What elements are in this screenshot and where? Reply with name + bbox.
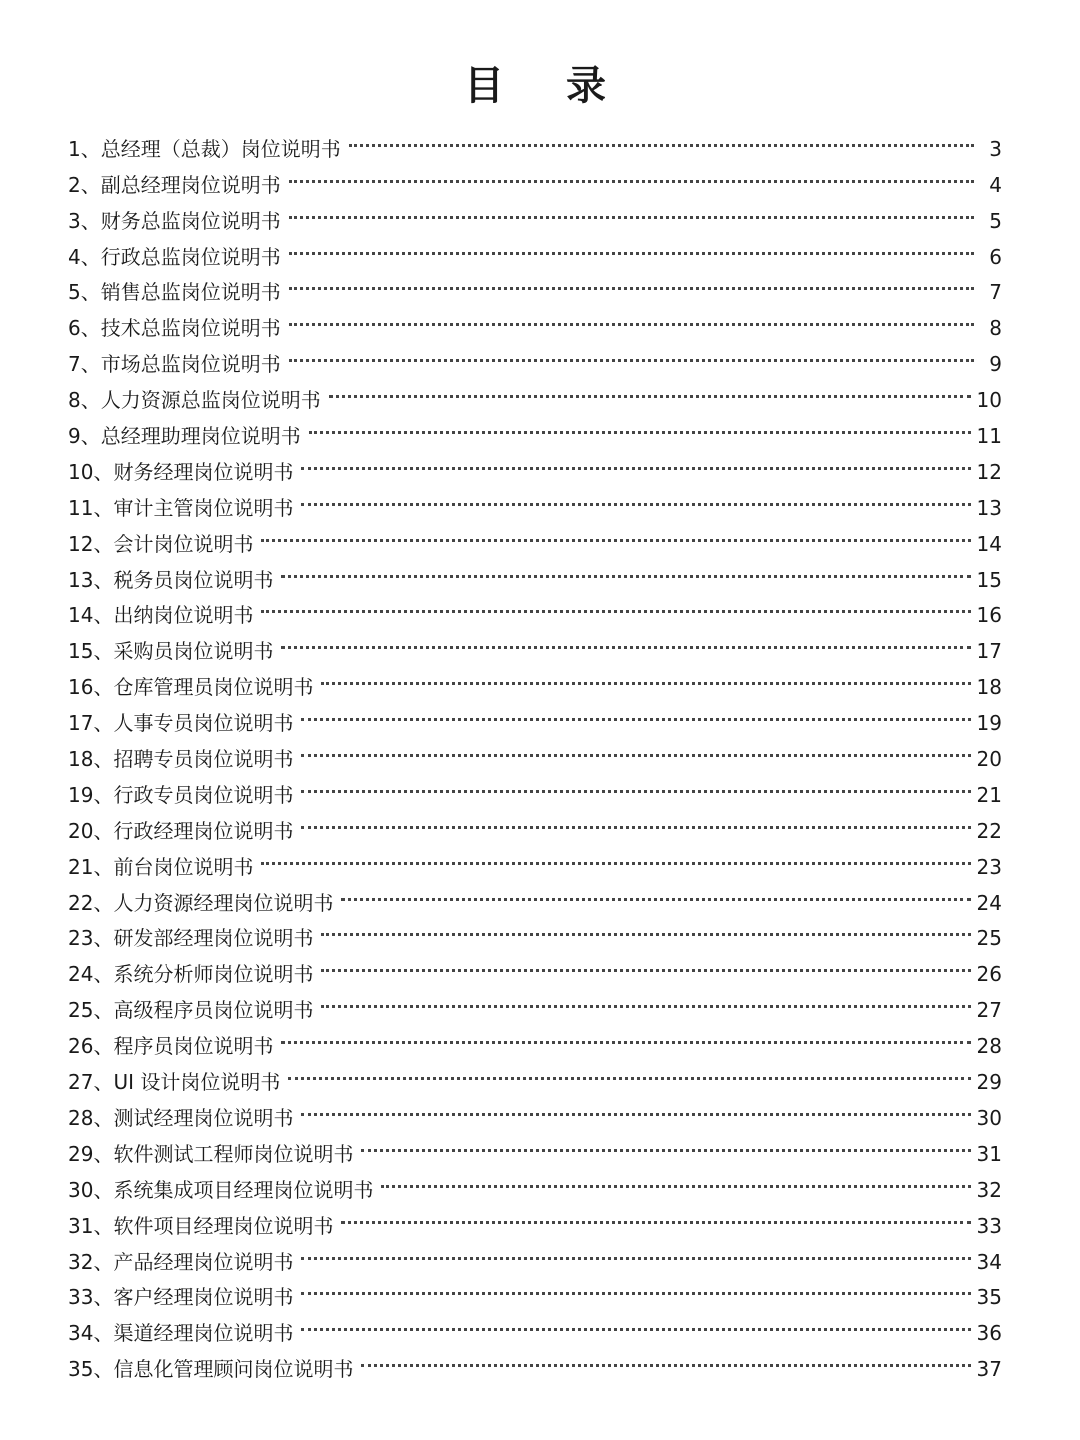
- toc-dot-leader: [301, 443, 970, 479]
- toc-dot-leader: [301, 730, 970, 766]
- toc-dot-leader: [301, 766, 970, 802]
- toc-entry-number: 33、: [68, 1285, 114, 1310]
- toc-entry-page-number: 23: [976, 854, 1002, 879]
- toc-entry-title: 副总经理岗位说明书: [100, 172, 281, 197]
- toc-entry-title: 系统分析师岗位说明书: [113, 962, 314, 987]
- toc-entry-page-number: 7: [989, 280, 1002, 305]
- toc-entry-page-number: 9: [989, 352, 1002, 377]
- toc-dot-leader: [289, 192, 974, 228]
- toc-entry-title: 人力资源经理岗位说明书: [113, 890, 334, 915]
- toc-dot-leader: [321, 658, 970, 694]
- toc-entry-number: 27、: [68, 1070, 114, 1095]
- toc-entry-page-number: 20: [976, 747, 1002, 772]
- toc-entry-title: 招聘专员岗位说明书: [113, 747, 294, 772]
- toc-dot-leader: [309, 407, 971, 443]
- toc-dot-leader: [329, 371, 971, 407]
- toc-entry-title: 软件测试工程师岗位说明书: [113, 1141, 354, 1166]
- toc-entry-number: 23、: [68, 926, 114, 951]
- toc-entry-number: 9、: [68, 424, 101, 449]
- toc-entry-number: 1、: [68, 136, 101, 161]
- toc-entry-number: 31、: [68, 1213, 114, 1238]
- toc-dot-leader: [289, 335, 974, 371]
- toc-dot-leader: [288, 1053, 970, 1089]
- toc-entry-page-number: 11: [976, 424, 1002, 449]
- toc-entry-number: 15、: [68, 639, 114, 664]
- toc-entry-page-number: 31: [976, 1141, 1002, 1166]
- toc-entry-number: 12、: [68, 531, 114, 556]
- toc-entry-page-number: 19: [976, 711, 1002, 736]
- toc-dot-leader: [341, 1197, 970, 1233]
- toc-entry-title: 客户经理岗位说明书: [113, 1285, 294, 1310]
- toc-entry-page-number: 13: [976, 495, 1002, 520]
- toc-entry-page-number: 14: [976, 531, 1002, 556]
- toc-entry-number: 32、: [68, 1249, 114, 1274]
- toc-entry-title: 研发部经理岗位说明书: [113, 926, 314, 951]
- toc-dot-leader: [281, 622, 970, 658]
- toc-entry-number: 34、: [68, 1321, 114, 1346]
- toc-entry-title: 会计岗位说明书: [113, 531, 254, 556]
- toc-entry-title: 采购员岗位说明书: [113, 639, 274, 664]
- toc-dot-leader: [349, 120, 974, 156]
- toc-dot-leader: [281, 1017, 970, 1053]
- toc-dot-leader: [261, 587, 970, 623]
- toc-entry-number: 16、: [68, 675, 114, 700]
- toc-entry-title: 审计主管岗位说明书: [113, 495, 294, 520]
- toc-entry-page-number: 35: [976, 1285, 1002, 1310]
- toc-dot-leader: [289, 156, 974, 192]
- toc-dot-leader: [361, 1340, 970, 1376]
- toc-entry-page-number: 17: [976, 639, 1002, 664]
- toc-entry-title: 渠道经理岗位说明书: [113, 1321, 294, 1346]
- toc-entry-page-number: 27: [976, 998, 1002, 1023]
- toc-entry-title: 软件项目经理岗位说明书: [113, 1213, 334, 1238]
- toc-entry-number: 6、: [68, 316, 101, 341]
- toc-dot-leader: [301, 802, 970, 838]
- toc-entry-title: 行政专员岗位说明书: [113, 782, 294, 807]
- toc-entry-page-number: 26: [976, 962, 1002, 987]
- toc-entry-number: 13、: [68, 567, 114, 592]
- toc-entry-number: 10、: [68, 459, 114, 484]
- toc-entry-title: 税务员岗位说明书: [113, 567, 274, 592]
- toc-entry-page-number: 15: [976, 567, 1002, 592]
- toc-entry-number: 3、: [68, 208, 101, 233]
- toc-entry-number: 30、: [68, 1177, 114, 1202]
- toc-entry-title: 行政总监岗位说明书: [100, 244, 281, 269]
- toc-dot-leader: [321, 981, 970, 1017]
- toc-entry-number: 35、: [68, 1357, 114, 1382]
- toc-dot-leader: [289, 299, 974, 335]
- toc-dot-leader: [261, 515, 970, 551]
- toc-dot-leader: [361, 1125, 970, 1161]
- toc-dot-leader: [301, 694, 970, 730]
- toc-entry-page-number: 3: [989, 136, 1002, 161]
- toc-dot-leader: [301, 1269, 970, 1305]
- table-of-contents: [68, 120, 1002, 1382]
- toc-entry-page-number: 6: [989, 244, 1002, 269]
- toc-dot-leader: [341, 874, 970, 910]
- toc-entry-page-number: 4: [989, 172, 1002, 197]
- toc-entry-page-number: 34: [976, 1249, 1002, 1274]
- toc-dot-leader: [301, 1089, 970, 1125]
- toc-entry-number: 8、: [68, 388, 101, 413]
- toc-entry[interactable]: [68, 120, 1002, 161]
- toc-entry-page-number: 30: [976, 1105, 1002, 1130]
- toc-entry-page-number: 8: [989, 316, 1002, 341]
- toc-dot-leader: [289, 264, 974, 300]
- toc-entry-number: 7、: [68, 352, 101, 377]
- toc-dot-leader: [321, 910, 970, 946]
- toc-entry-number: 20、: [68, 818, 114, 843]
- toc-entry-title: 仓库管理员岗位说明书: [113, 675, 314, 700]
- toc-entry-title: 技术总监岗位说明书: [100, 316, 281, 341]
- toc-entry-title: 测试经理岗位说明书: [113, 1105, 294, 1130]
- toc-dot-leader: [261, 838, 970, 874]
- toc-entry-title: 出纳岗位说明书: [113, 603, 254, 628]
- toc-entry-title: 财务总监岗位说明书: [100, 208, 281, 233]
- toc-dot-leader: [301, 1304, 970, 1340]
- toc-entry-page-number: 33: [976, 1213, 1002, 1238]
- toc-entry-title: 程序员岗位说明书: [113, 1034, 274, 1059]
- toc-entry-number: 4、: [68, 244, 101, 269]
- toc-entry-number: 28、: [68, 1105, 114, 1130]
- toc-entry-page-number: 36: [976, 1321, 1002, 1346]
- toc-entry-number: 17、: [68, 711, 114, 736]
- toc-entry-page-number: 24: [976, 890, 1002, 915]
- toc-entry-title: 前台岗位说明书: [113, 854, 254, 879]
- toc-entry-page-number: 28: [976, 1034, 1002, 1059]
- toc-entry-title: 人事专员岗位说明书: [113, 711, 294, 736]
- toc-entry-number: 26、: [68, 1034, 114, 1059]
- toc-entry-title: 总经理助理岗位说明书: [100, 424, 301, 449]
- toc-entry-number: 14、: [68, 603, 114, 628]
- toc-dot-leader: [281, 551, 970, 587]
- toc-dot-leader: [381, 1161, 970, 1197]
- toc-entry-page-number: 32: [976, 1177, 1002, 1202]
- toc-entry-title: UI 设计岗位说明书: [113, 1070, 281, 1095]
- toc-entry-number: 22、: [68, 890, 114, 915]
- toc-entry-page-number: 5: [989, 208, 1002, 233]
- toc-entry-number: 24、: [68, 962, 114, 987]
- toc-entry-number: 11、: [68, 495, 114, 520]
- toc-dot-leader: [301, 1233, 970, 1269]
- toc-dot-leader: [301, 479, 970, 515]
- toc-entry-number: 18、: [68, 747, 114, 772]
- toc-entry-title: 产品经理岗位说明书: [113, 1249, 294, 1274]
- toc-entry-title: 财务经理岗位说明书: [113, 459, 294, 484]
- toc-entry-page-number: 25: [976, 926, 1002, 951]
- toc-entry-number: 29、: [68, 1141, 114, 1166]
- toc-entry-title: 高级程序员岗位说明书: [113, 998, 314, 1023]
- toc-entry-page-number: 10: [976, 388, 1002, 413]
- toc-entry-title: 行政经理岗位说明书: [113, 818, 294, 843]
- toc-entry-page-number: 21: [976, 782, 1002, 807]
- toc-entry-number: 25、: [68, 998, 114, 1023]
- toc-entry-page-number: 29: [976, 1070, 1002, 1095]
- toc-entry-number: 2、: [68, 172, 101, 197]
- toc-entry-title: 系统集成项目经理岗位说明书: [113, 1177, 374, 1202]
- toc-entry-number: 19、: [68, 782, 114, 807]
- toc-entry-title: 总经理（总裁）岗位说明书: [100, 136, 341, 161]
- toc-entry-title: 信息化管理顾问岗位说明书: [113, 1357, 354, 1382]
- toc-entry-number: 21、: [68, 854, 114, 879]
- toc-dot-leader: [321, 945, 970, 981]
- toc-entry-page-number: 16: [976, 603, 1002, 628]
- toc-dot-leader: [289, 228, 974, 264]
- toc-entry-title: 销售总监岗位说明书: [100, 280, 281, 305]
- toc-entry-page-number: 12: [976, 459, 1002, 484]
- page-title: 目 录: [464, 63, 630, 109]
- toc-entry-title: 市场总监岗位说明书: [100, 352, 281, 377]
- toc-entry-title: 人力资源总监岗位说明书: [100, 388, 321, 413]
- toc-entry-number: 5、: [68, 280, 101, 305]
- toc-entry-page-number: 18: [976, 675, 1002, 700]
- toc-entry-page-number: 37: [976, 1357, 1002, 1382]
- toc-entry-page-number: 22: [976, 818, 1002, 843]
